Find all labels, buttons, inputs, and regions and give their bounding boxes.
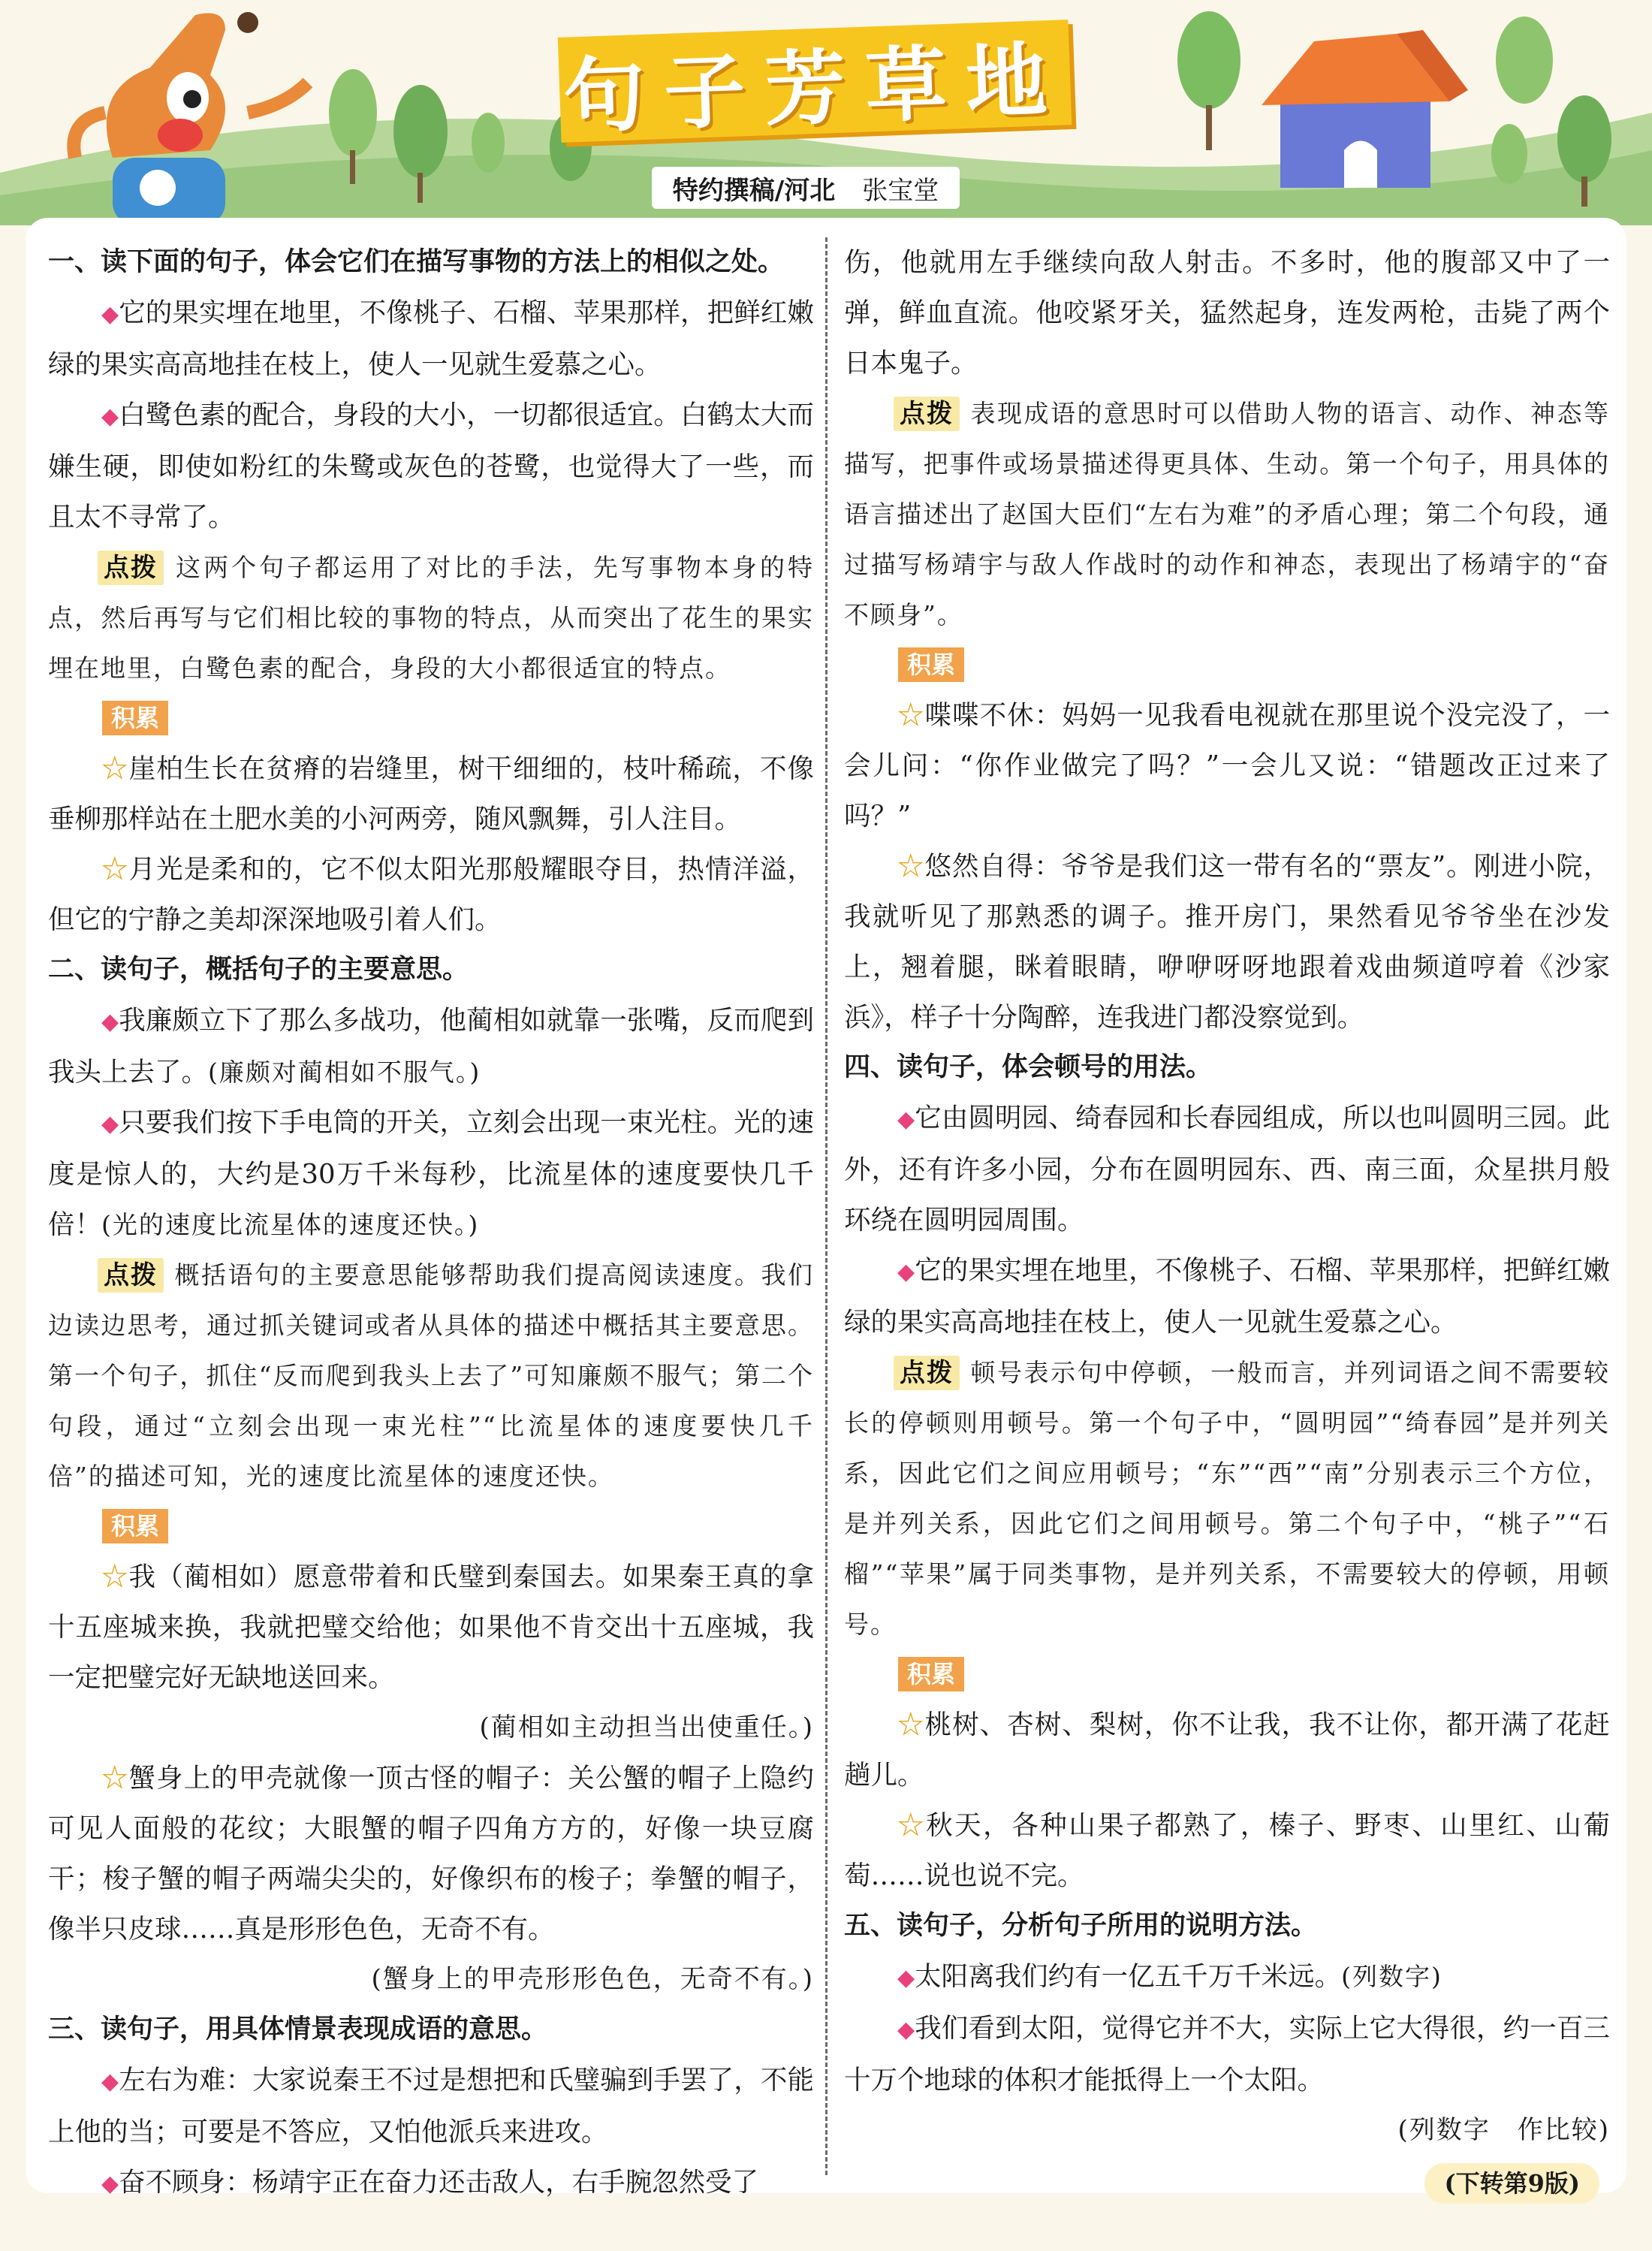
s3-tip-text: 表现成语的意思时可以借助人物的语言、动作、神态等描写，把事件或场景描述得更具体、生动。第一个句子，用具体的语言描述出了赵国大臣们“左右为难”的矛盾心理；第二个句段，通过描写杨靖宇与敌人作战时的动作和神态，表现出了杨靖宇的“奋不顾身”。 (844, 399, 1610, 629)
title-banner (558, 20, 1072, 143)
diamond-bullet-icon: ◆ (101, 1111, 119, 1137)
s1-example-1-text: 它的果实埋在地里，不像桃子、石榴、苹果那样，把鲜红嫩绿的果实高高地挂在枝上，使人一见就生爱慕之心。 (48, 297, 814, 380)
s3-accumulate-1 (844, 690, 1610, 841)
s4-accumulate-2-text: 秋天，各种山果子都熟了，榛子、野枣、山里红、山葡萄……说也说不完。 (844, 1810, 1610, 1891)
s2-accumulate-2 (48, 1753, 814, 1954)
s2-accumulate-2-summary: (蟹身上的甲壳形形色色，无奇不有。) (371, 1964, 814, 1994)
s5-example-1 (844, 1951, 1610, 2003)
s3-example-1-text: 左右为难：大家说秦王不过是想把和氏璧骗到手罢了，不能上他的当；可要是不答应，又怕他派兵来进攻。 (48, 2065, 814, 2147)
s3-example-2-end: 伤，他就用左手继续向敌人射击。不多时，他的腹部又中了一弹，鲜血直流。他咬紧牙关，猛然起身，连发两枪，击毙了两个日本鬼子。 (844, 247, 1610, 379)
accumulate-label: 积累 (102, 701, 168, 735)
section-3-heading: 三、读句子，用具体情景表现成语的意思。 (48, 2014, 548, 2044)
tip-label: 点拨 (894, 397, 960, 431)
s4-example-1-text: 它由圆明园、绮春园和长春园组成，所以也叫圆明三园。此外，还有许多小园，分布在圆明园东、西、南三面，众星拱月般环绕在圆明园周围。 (844, 1103, 1610, 1236)
s3-accumulate-1-text: 喋喋不休：妈妈一见我看电视就在那里说个没完没了，一会儿问：“你作业做完了吗？”一会儿又说：“错题改正过来了吗？” (844, 700, 1610, 831)
s2-accumulate-1-text: 我（蔺相如）愿意带着和氏璧到秦国去。如果秦王真的拿十五座城来换，我就把璧交给他；如果他不肯交出十五座城，我一定把璧完好无缺地送回来。 (48, 1562, 814, 1693)
byline (652, 167, 960, 209)
header-illustration (0, 0, 1652, 225)
s2-example-2-summary: (光的速度比流星体的速度还快。) (101, 1210, 480, 1239)
s4-tip (844, 1347, 1610, 1649)
star-bullet-icon: ☆ (897, 700, 925, 731)
star-bullet-icon: ☆ (101, 1562, 129, 1592)
tip-label: 点拨 (98, 551, 164, 585)
s4-example-2 (844, 1245, 1610, 1347)
star-bullet-icon: ☆ (897, 851, 925, 882)
s1-tip (48, 542, 814, 693)
s5-example-1-text: 太阳离我们约有一亿五千万千米远。 (915, 1961, 1342, 1992)
s2-accumulate-1-summary: (蔺相如主动担当出使重任。) (479, 1712, 814, 1743)
s3-example-2-start (48, 2157, 814, 2209)
byline-label: 特约撰稿/河北 (672, 175, 836, 206)
tip-label: 点拨 (98, 1258, 164, 1293)
s1-tip-text: 这两个句子都运用了对比的手法，先写事物本身的特点，然后再写与它们相比较的事物的特点，从而突出了花生的果实埋在地里，白鹭色素的配合，身段的大小都很适宜的特点。 (48, 553, 814, 683)
s2-example-2 (48, 1097, 814, 1250)
s4-example-2-text: 它的果实埋在地里，不像桃子、石榴、苹果那样，把鲜红嫩绿的果实高高地挂在枝上，使人一见就生爱慕之心。 (844, 1255, 1610, 1338)
s2-accumulate-2-text: 蟹身上的甲壳就像一顶古怪的帽子：关公蟹的帽子上隐约可见人面般的花纹；大眼蟹的帽子四角方方的，好像一块豆腐干；梭子蟹的帽子两端尖尖的，好像织布的梭子；拳蟹的帽子，像半只皮球……真是形形色色，无奇不有。 (48, 1763, 814, 1945)
continued-on-page-note: (下转第9版) (1424, 2163, 1599, 2204)
s1-example-2 (48, 390, 814, 542)
s1-accumulate-2-text: 月光是柔和的，它不似太阳光那般耀眼夺目，热情洋溢，但它的宁静之美却深深地吸引着人们。 (48, 854, 814, 935)
author-name: 张宝堂 (862, 175, 939, 206)
s5-example-2 (844, 2003, 1610, 2105)
accumulate-label: 积累 (898, 1657, 964, 1691)
s2-example-1 (48, 995, 814, 1097)
s4-accumulate-2 (844, 1800, 1610, 1901)
content-panel (26, 218, 1626, 2198)
left-column (48, 237, 814, 2209)
s2-example-1-summary: (廉颇对蔺相如不服气。) (208, 1058, 481, 1087)
s4-accumulate-1-text: 桃树、杏树、梨树，你不让我，我不让你，都开满了花赶趟儿。 (844, 1709, 1610, 1791)
s1-accumulate-1-text: 崖柏生长在贫瘠的岩缝里，树干细细的，枝叶稀疏，不像垂柳那样站在土肥水美的小河两旁，随风飘舞，引人注目。 (48, 753, 814, 834)
diamond-bullet-icon: ◆ (101, 1009, 119, 1035)
star-bullet-icon: ☆ (101, 1763, 129, 1794)
s3-example-2-text-start: 奋不顾身：杨靖宇正在奋力还击敌人，右手腕忽然受了 (119, 2167, 759, 2198)
diamond-bullet-icon: ◆ (101, 2171, 119, 2197)
diamond-bullet-icon: ◆ (897, 2017, 915, 2043)
section-4-heading: 四、读句子，体会顿号的用法。 (844, 1052, 1213, 1082)
s5-example-1-answer: (列数字) (1341, 1962, 1442, 1991)
accumulate-label: 积累 (898, 647, 964, 682)
s2-example-2-text: 只要我们按下手电筒的开关，立刻会出现一束光柱。光的速度是惊人的，大约是30万千米每秒，比流星体的速度要快几千倍！ (48, 1107, 814, 1240)
s2-accumulate-1 (48, 1552, 814, 1703)
diamond-bullet-icon: ◆ (101, 2068, 119, 2095)
star-bullet-icon: ☆ (101, 854, 129, 885)
page-title: 句子芳草地 (562, 32, 1069, 145)
s4-example-1 (844, 1093, 1610, 1245)
section-5-heading: 五、读句子，分析句子所用的说明方法。 (844, 1911, 1318, 1941)
accumulate-label: 积累 (102, 1509, 168, 1543)
s1-example-1 (48, 288, 814, 390)
s4-accumulate-1 (844, 1700, 1610, 1800)
section-1-heading: 一、读下面的句子，体会它们在描写事物的方法上的相似之处。 (48, 247, 785, 277)
s3-tip (844, 388, 1610, 640)
section-2-heading: 二、读句子，概括句子的主要意思。 (48, 955, 469, 985)
s1-accumulate-2 (48, 844, 814, 945)
column-divider (825, 237, 828, 2175)
tip-label: 点拨 (894, 1356, 960, 1390)
diamond-bullet-icon: ◆ (101, 403, 119, 430)
s3-example-1 (48, 2055, 814, 2157)
s4-tip-text: 顿号表示句中停顿，一般而言，并列词语之间不需要较长的停顿则用顿号。第一个句子中，“圆明园”“绮春园”是并列关系，因此它们之间应用顿号；“东”“西”“南”分别表示三个方位，是并列关系，因此它们之间用顿号。第二个句子中，“桃子”“石榴”“苹果”属于同类事物，是并列关系，不需要较大的停顿，用顿号。 (844, 1358, 1610, 1639)
s5-example-2-answer: (列数字 作比较) (1397, 2115, 1610, 2145)
diamond-bullet-icon: ◆ (897, 1106, 915, 1133)
s2-example-1-text: 我廉颇立下了那么多战功，他蔺相如就靠一张嘴，反而爬到我头上去了。 (48, 1005, 814, 1088)
s1-example-2-text: 白鹭色素的配合，身段的大小，一切都很适宜。白鹤太大而嫌生硬，即使如粉红的朱鹭或灰色的苍鹭，也觉得大了一些，而且太不寻常了。 (48, 400, 814, 533)
star-bullet-icon: ☆ (897, 1709, 925, 1740)
diamond-bullet-icon: ◆ (897, 1259, 915, 1285)
s1-accumulate-1 (48, 744, 814, 844)
s3-accumulate-2 (844, 841, 1610, 1043)
diamond-bullet-icon: ◆ (101, 301, 119, 327)
star-bullet-icon: ☆ (897, 1810, 927, 1841)
s2-tip (48, 1250, 814, 1501)
right-column (844, 237, 1610, 2156)
s5-example-2-text: 我们看到太阳，觉得它并不大，实际上它大得很，约一百三十万个地球的体积才能抵得上一个太阳。 (844, 2013, 1610, 2096)
s3-accumulate-2-text: 悠然自得：爷爷是我们这一带有名的“票友”。刚进小院，我就听见了那熟悉的调子。推开房门，果然看见爷爷坐在沙发上，翘着腿，眯着眼睛，咿咿呀呀地跟着戏曲频道哼着《沙家浜》，样子十分陶醉，连我进门都没察觉到。 (844, 851, 1610, 1033)
diamond-bullet-icon: ◆ (897, 1965, 915, 1991)
s2-tip-text: 概括语句的主要意思能够帮助我们提高阅读速度。我们边读边思考，通过抓关键词或者从具体的描述中概括其主要意思。第一个句子，抓住“反而爬到我头上去了”可知廉颇不服气；第二个句段，通过“立刻会出现一束光柱”“比流星体的速度要快几千倍”的描述可知，光的速度比流星体的速度还快。 (48, 1260, 814, 1491)
star-bullet-icon: ☆ (101, 753, 129, 784)
